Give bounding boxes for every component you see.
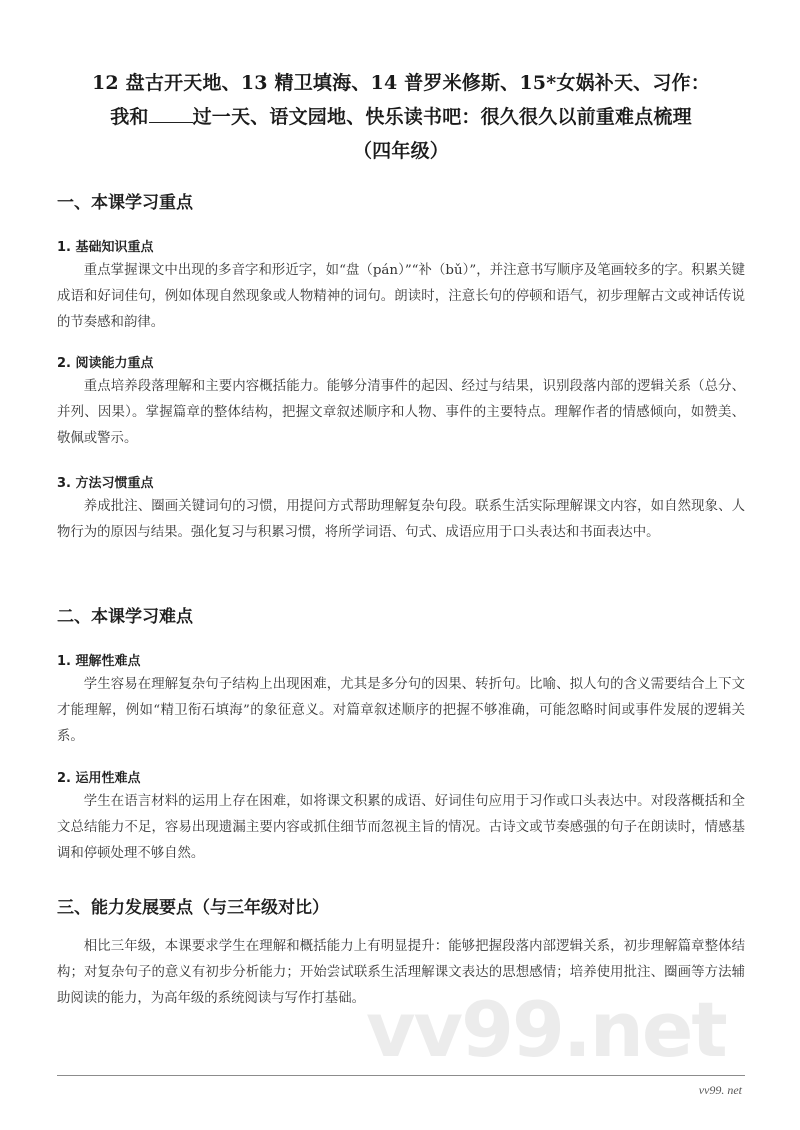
subsection-heading-comprehension-difficulty: 1. 理解性难点 [57, 654, 141, 669]
title-line-2-prefix: 我和 [110, 106, 149, 128]
paragraph-comprehension-difficulty: 学生容易在理解复杂句子结构上出现困难，尤其是多分句的因果、转折句。比喻、拟人句的含义需要结合上下文才能理解，例如“精卫衔石填海”的象征意义。对篇章叙述顺序的把握不够准确，可能忽略时间或事件发展的逻辑关系。 [57, 677, 745, 744]
fill-in-blank [149, 104, 193, 123]
paragraph-basic-knowledge: 重点掌握课文中出现的多音字和形近字，如“盘（pán）”“补（bǔ）”，并注意书写顺序及笔画较多的字。积累关键成语和好词佳句，例如体现自然现象或人物精神的词句。朗读时，注意长句的停顿和语气，初步理解古文或神话传说的节奏感和韵律。 [57, 263, 745, 330]
subsection-heading-application-difficulty: 2. 运用性难点 [57, 771, 141, 786]
paragraph-method-habits: 养成批注、圈画关键词句的习惯，用提问方式帮助理解复杂句段。联系生活实际理解课文内容，如自然现象、人物行为的原因与结果。强化复习与积累习惯，将所学词语、句式、成语应用于口头表达和书面表达中。 [57, 499, 745, 540]
title-line-1: 12 盘古开天地、13 精卫填海、14 普罗米修斯、15*女娲补天、习作： [92, 72, 710, 94]
paragraph-application-difficulty: 学生在语言材料的运用上存在困难，如将课文积累的成语、好词佳句应用于习作或口头表达中。对段落概括和全文总结能力不足，容易出现遗漏主要内容或抓住细节而忽视主旨的情况。古诗文或节奏感强的句子在朗读时，情感基调和停顿处理不够自然。 [57, 794, 745, 861]
paragraph-ability-development: 相比三年级，本课要求学生在理解和概括能力上有明显提升：能够把握段落内部逻辑关系，初步理解篇章整体结构；对复杂句子的意义有初步分析能力；开始尝试联系生活理解课文表达的思想感情；培养使用批注、圈画等方法辅助阅读的能力，为高年级的系统阅读与写作打基础。 [57, 939, 745, 1006]
section-heading-difficulties: 二、本课学习难点 [57, 607, 193, 627]
footer-site-label: vv99. net [698, 1083, 742, 1097]
title-line-2-suffix: 过一天、语文园地、快乐读书吧：很久很久以前重难点梳理 [192, 106, 692, 128]
title-line-3: （四年级） [352, 140, 449, 162]
paragraph-reading-ability: 重点培养段落理解和主要内容概括能力。能够分清事件的起因、经过与结果，识别段落内部的逻辑关系（总分、并列、因果）。掌握篇章的整体结构，把握文章叙述顺序和人物、事件的主要特点。理解作者的情感倾向，如赞美、敬佩或警示。 [57, 379, 745, 446]
subsection-heading-basic-knowledge: 1. 基础知识重点 [57, 240, 154, 255]
footer-divider [57, 1075, 745, 1076]
title-line-2 [57, 100, 745, 134]
section-heading-key-points: 一、本课学习重点 [57, 193, 193, 213]
section-heading-ability-development: 三、能力发展要点（与三年级对比） [57, 898, 329, 918]
watermark: vv99.net [366, 985, 726, 1074]
document-title [57, 66, 745, 168]
subsection-heading-method-habits: 3. 方法习惯重点 [57, 476, 154, 491]
subsection-heading-reading-ability: 2. 阅读能力重点 [57, 356, 154, 371]
